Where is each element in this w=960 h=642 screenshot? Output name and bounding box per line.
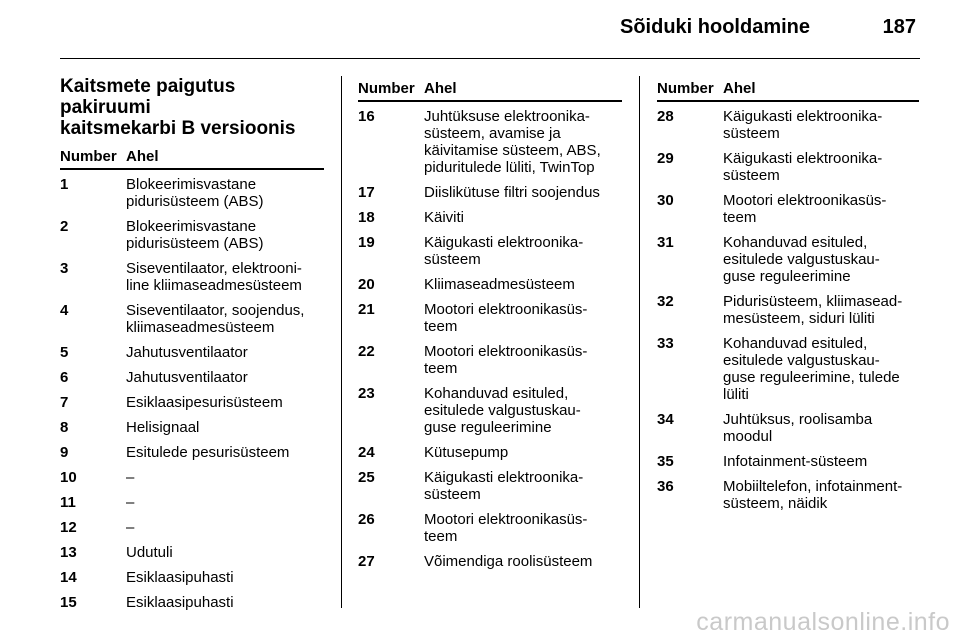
page-number: 187 [882,16,916,38]
fuse-number: 28 [657,108,674,125]
fuse-circuit: Pidurisüsteem, kliimasead- mesüsteem, siduri lüliti [723,293,903,327]
fuse-circuit: Esitulede pesurisüsteem [126,444,290,461]
header-number: Number [60,148,117,165]
fuse-number: 14 [60,569,77,586]
fuse-circuit: Mootori elektroonikasüs- teem [424,511,588,545]
fuse-number: 22 [358,343,375,360]
fuse-circuit: – [126,494,135,511]
table-row [358,184,622,201]
header-divider [60,58,920,59]
fuse-number: 24 [358,444,375,461]
table-row [358,108,622,176]
fuse-column-3 [657,80,919,512]
fuse-circuit: Käigukasti elektroonika- süsteem [424,234,584,268]
table-row [60,344,324,361]
fuse-circuit: Mootori elektroonikasüs- teem [424,301,588,335]
table-row [60,594,324,611]
table-row [60,394,324,411]
fuse-circuit: Udutuli [126,544,173,561]
table-row [657,150,919,184]
table-row [60,369,324,386]
table-row [358,276,622,293]
table-row [60,302,324,336]
table-row [657,192,919,226]
fuse-number: 19 [358,234,375,251]
table-header [657,80,919,102]
fuse-circuit: Mootori elektroonikasüs- teem [723,192,887,226]
fuse-circuit: Käigukasti elektroonika- süsteem [723,150,883,184]
fuse-number: 29 [657,150,674,167]
table-row [358,553,622,570]
fuse-column-2 [358,80,622,570]
table-row [358,444,622,461]
table-row [657,234,919,285]
fuse-number: 23 [358,385,375,402]
fuse-number: 7 [60,394,69,411]
fuse-number: 1 [60,176,69,193]
fuse-number: 16 [358,108,375,125]
table-row [657,293,919,327]
fuse-number: 27 [358,553,375,570]
table-row [657,478,919,512]
fuse-number: 20 [358,276,375,293]
table-row [657,335,919,403]
fuse-number: 36 [657,478,674,495]
fuse-circuit: Infotainment-süsteem [723,453,868,470]
fuse-circuit: Helisignaal [126,419,200,436]
table-row [657,453,919,470]
fuse-circuit: Mootori elektroonikasüs- teem [424,343,588,377]
fuse-number: 6 [60,369,69,386]
fuse-circuit: Käiviti [424,209,465,226]
table-row [358,511,622,545]
fuse-circuit: Blokeerimisvastane pidurisüsteem (ABS) [126,218,264,252]
table-row [657,411,919,445]
fuse-circuit: – [126,519,135,536]
fuse-circuit: Kohanduvad esituled, esitulede valgustuskau- guse reguleerimine [424,385,581,436]
fuse-number: 26 [358,511,375,528]
table-row [60,218,324,252]
table-row [60,494,324,511]
fuse-circuit: Jahutusventilaator [126,369,248,386]
fuse-number: 12 [60,519,77,536]
fuse-circuit: Blokeerimisvastane pidurisüsteem (ABS) [126,176,264,210]
fuse-circuit: Kütusepump [424,444,509,461]
fuse-number: 5 [60,344,69,361]
table-row [60,569,324,586]
fuse-number: 17 [358,184,375,201]
watermark: carmanualsonline.info [696,608,950,636]
table-row [358,469,622,503]
page-header-title: Sõiduki hooldamine [619,16,810,38]
section-title-line-2: kaitsmekarbi B versioonis [60,118,296,139]
fuse-number: 10 [60,469,77,486]
fuse-number: 9 [60,444,69,461]
table-row [60,444,324,461]
fuse-circuit: Kohanduvad esituled, esitulede valgustuskau- guse reguleerimine [723,234,880,285]
header-number: Number [358,80,415,97]
table-row [60,260,324,294]
table-row [657,108,919,142]
table-header [358,80,622,102]
header-number: Number [657,80,714,97]
fuse-number: 4 [60,302,69,319]
fuse-number: 11 [60,494,76,511]
table-row [358,301,622,335]
table-header [60,148,324,170]
fuse-circuit: – [126,469,135,486]
table-row [358,385,622,436]
fuse-number: 34 [657,411,674,428]
fuse-number: 33 [657,335,674,352]
header-circuit: Ahel [723,80,756,97]
fuse-circuit: Esiklaasipuhasti [126,594,234,611]
table-row [60,176,324,210]
column-divider [341,76,342,608]
fuse-number: 32 [657,293,674,310]
fuse-number: 3 [60,260,69,277]
fuse-circuit: Käigukasti elektroonika- süsteem [424,469,584,503]
fuse-column-1 [60,76,324,611]
fuse-circuit: Juhtüksuse elektroonika- süsteem, avamise ja käivitamise süsteem, ABS, piduritulede lüliti, TwinTop [424,108,601,176]
table-row [358,343,622,377]
fuse-number: 18 [358,209,375,226]
fuse-number: 2 [60,218,69,235]
fuse-number: 21 [358,301,375,318]
fuse-number: 8 [60,419,69,436]
table-row [358,234,622,268]
fuse-number: 30 [657,192,674,209]
fuse-number: 15 [60,594,77,611]
table-row [358,209,622,226]
fuse-circuit: Juhtüksus, roolisamba moodul [723,411,873,445]
fuse-circuit: Mobiiltelefon, infotainment- süsteem, näidik [723,478,903,512]
fuse-circuit: Diislikütuse filtri soojendus [424,184,600,201]
table-row [60,544,324,561]
fuse-circuit: Võimendiga roolisüsteem [424,553,593,570]
fuse-circuit: Esiklaasipesurisüsteem [126,394,283,411]
fuse-circuit: Jahutusventilaator [126,344,248,361]
fuse-circuit: Siseventilaator, elektrooni- line kliimaseadmesüsteem [126,260,302,294]
fuse-circuit: Kohanduvad esituled, esitulede valgustuskau- guse reguleerimine, tulede lüliti [723,335,900,403]
section-title-line-1: Kaitsmete paigutus pakiruumi [60,76,236,118]
table-row [60,519,324,536]
header-circuit: Ahel [424,80,457,97]
fuse-circuit: Siseventilaator, soojendus, kliimaseadmesüsteem [126,302,305,336]
fuse-number: 25 [358,469,375,486]
table-row [60,469,324,486]
fuse-number: 35 [657,453,674,470]
fuse-circuit: Kliimaseadmesüsteem [424,276,575,293]
fuse-circuit: Esiklaasipuhasti [126,569,234,586]
fuse-number: 13 [60,544,77,561]
header-circuit: Ahel [126,148,159,165]
fuse-number: 31 [657,234,674,251]
section-title [60,76,324,139]
column-divider [639,76,640,608]
fuse-circuit: Käigukasti elektroonika- süsteem [723,108,883,142]
table-row [60,419,324,436]
